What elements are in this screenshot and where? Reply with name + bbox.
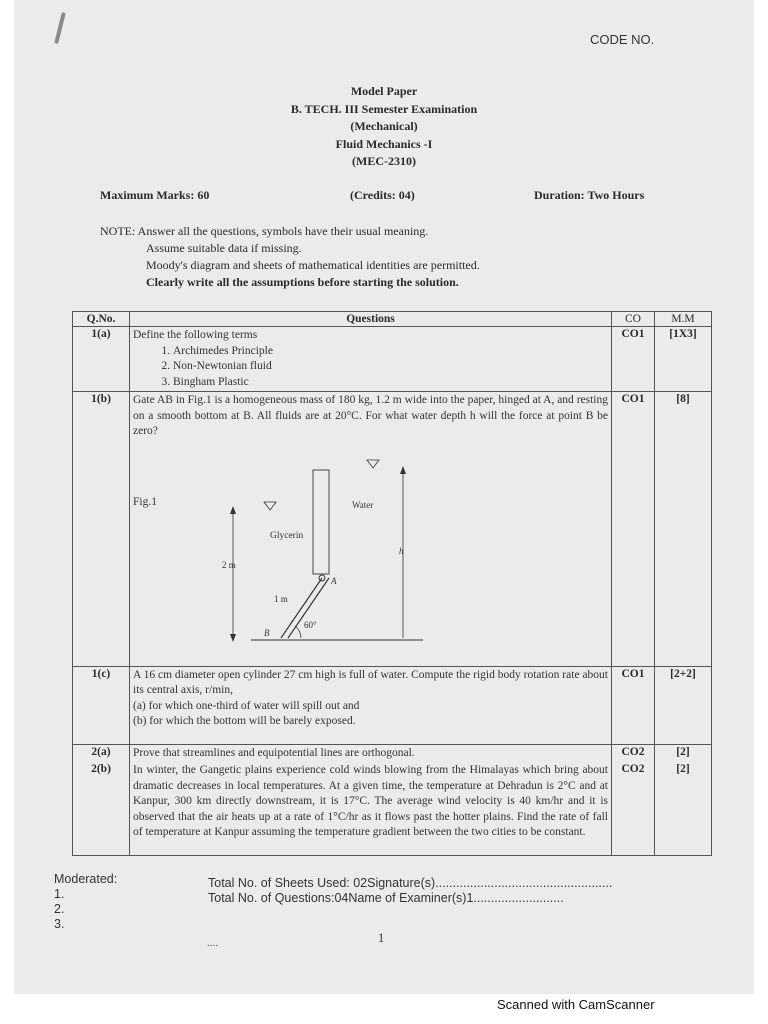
question-1b xyxy=(130,392,612,667)
qno-2a: 2(a) xyxy=(73,744,130,762)
question-2b: In winter, the Gangetic plains experience cold winds blowing from the Himalayas which bring about dramatic decreases in local temperatures. At a given time, the temperature at Dehradun is 2°C and at Kanpur, 300 km directly downstream, it is 17°C. The average wind velocity is 40 km/hr and it is observed that the air heats up at a rate of 1°C/hr as it flows past the hotter plains. Find the rate of fall of temperature at Kanpur assuming the temperature gradient between the two cities to be constant. xyxy=(130,762,612,855)
angle-arc xyxy=(295,626,301,638)
question-row-1a xyxy=(73,327,712,392)
question-1b-text: Gate AB in Fig.1 is a homogeneous mass of 180 kg, 1.2 m wide into the paper, hinged at A, and resting on a smooth bottom at B. All fluids are at 20°C. For what water depth h will the force at point B be zero? xyxy=(133,394,608,437)
question-row-1c xyxy=(73,666,712,744)
sheets-used: Total No. of Sheets Used: 02Signature(s)................................................... xyxy=(208,876,613,890)
header-line-4: Fluid Mechanics -I xyxy=(335,136,433,151)
header-qno: Q.No. xyxy=(73,312,130,327)
figure-1 xyxy=(133,440,608,665)
moderated-label: Moderated: xyxy=(54,872,118,886)
moderated-1: 1. xyxy=(54,887,65,901)
questions-table xyxy=(72,311,712,856)
co-1c: CO1 xyxy=(612,666,655,744)
header-questions: Questions xyxy=(130,312,612,327)
note-line-4: Clearly write all the assumptions before starting the solution. xyxy=(146,275,459,289)
h-label: h xyxy=(399,545,404,556)
point-b-label: B xyxy=(264,627,270,638)
term-1: 1. Archimedes Principle xyxy=(173,344,608,360)
term-2: 2. Non-Newtonian fluid xyxy=(173,359,608,375)
question-1c-part-b: (b) for which the bottom will be barely exposed. xyxy=(133,715,356,727)
question-row-1b xyxy=(73,392,712,667)
qno-1b: 1(b) xyxy=(73,392,130,667)
header-line-5: (MEC-2310) xyxy=(352,154,416,168)
table-header-row xyxy=(73,312,712,327)
mm-2b: [2] xyxy=(655,762,712,855)
paper-header xyxy=(0,83,768,171)
point-a-label: A xyxy=(331,575,337,586)
question-1a-intro: Define the following terms xyxy=(133,329,258,341)
question-2a: Prove that streamlines and equipotential lines are orthogonal. xyxy=(130,744,612,762)
arrow-up-icon-2 xyxy=(400,466,406,474)
water-surface-icon xyxy=(367,460,379,468)
note-line-2: Assume suitable data if missing. xyxy=(146,241,302,255)
arrow-down-icon xyxy=(230,634,236,642)
duration: Duration: Two Hours xyxy=(534,188,645,202)
co-1b: CO1 xyxy=(612,392,655,667)
co-2b: CO2 xyxy=(612,762,655,855)
mm-1b: [8] xyxy=(655,392,712,667)
co-2a: CO2 xyxy=(612,744,655,762)
header-line-1: Model Paper xyxy=(350,84,418,98)
header-line-2: B. TECH. III Semester Examination xyxy=(290,101,478,116)
header-mm: M.M xyxy=(655,312,712,327)
mm-2a: [2] xyxy=(655,744,712,762)
credits: (Credits: 04) xyxy=(350,188,415,202)
moderated-2: 2. xyxy=(54,902,65,916)
term-3: 3. Bingham Plastic xyxy=(173,375,608,391)
footer-dots: .... xyxy=(207,938,219,949)
mm-1a: [1X3] xyxy=(655,327,712,392)
glycerin-label: Glycerin xyxy=(270,530,304,541)
moderated-3: 3. xyxy=(54,917,65,931)
camscanner-watermark: Scanned with CamScanner xyxy=(497,997,655,1012)
page-number: 1 xyxy=(378,931,385,945)
mm-1c: [2+2] xyxy=(655,666,712,744)
note-line-1: NOTE: Answer all the questions, symbols have their usual meaning. xyxy=(100,224,429,238)
water-label: Water xyxy=(352,499,374,510)
glycerin-surface-icon xyxy=(264,502,276,510)
question-row-2a xyxy=(73,744,712,762)
qno-1a: 1(a) xyxy=(73,327,130,392)
question-1c-text: A 16 cm diameter open cylinder 27 cm high is full of water. Compute the rigid body rotation rate about its central axis, r/min, xyxy=(133,668,608,696)
co-1a: CO1 xyxy=(612,327,655,392)
qno-1c: 1(c) xyxy=(73,666,130,744)
figure-label: Fig.1 xyxy=(133,495,157,508)
note-line-3: Moody's diagram and sheets of mathematical identities are permitted. xyxy=(146,258,480,272)
question-1a xyxy=(130,327,612,392)
max-marks: Maximum Marks: 60 xyxy=(100,188,210,202)
header-co: CO xyxy=(612,312,655,327)
gate-diagram xyxy=(133,440,603,665)
two-m-label: 2 m xyxy=(222,559,236,570)
partition-wall xyxy=(313,470,329,574)
qno-2b: 2(b) xyxy=(73,762,130,855)
note-block xyxy=(100,223,480,291)
arrow-up-icon xyxy=(230,506,236,514)
code-no: CODE NO. xyxy=(590,32,655,47)
question-1c-part-a: (a) for which one-third of water will spill out and xyxy=(133,699,360,712)
terms-list xyxy=(133,344,608,391)
question-1c xyxy=(130,666,612,744)
header-line-3: (Mechanical) xyxy=(350,119,418,133)
questions-count: Total No. of Questions:04Name of Examiner(s)1.......................... xyxy=(208,891,564,905)
question-row-2b xyxy=(73,762,712,855)
one-m-label: 1 m xyxy=(274,593,288,604)
angle-label: 60° xyxy=(304,619,317,630)
